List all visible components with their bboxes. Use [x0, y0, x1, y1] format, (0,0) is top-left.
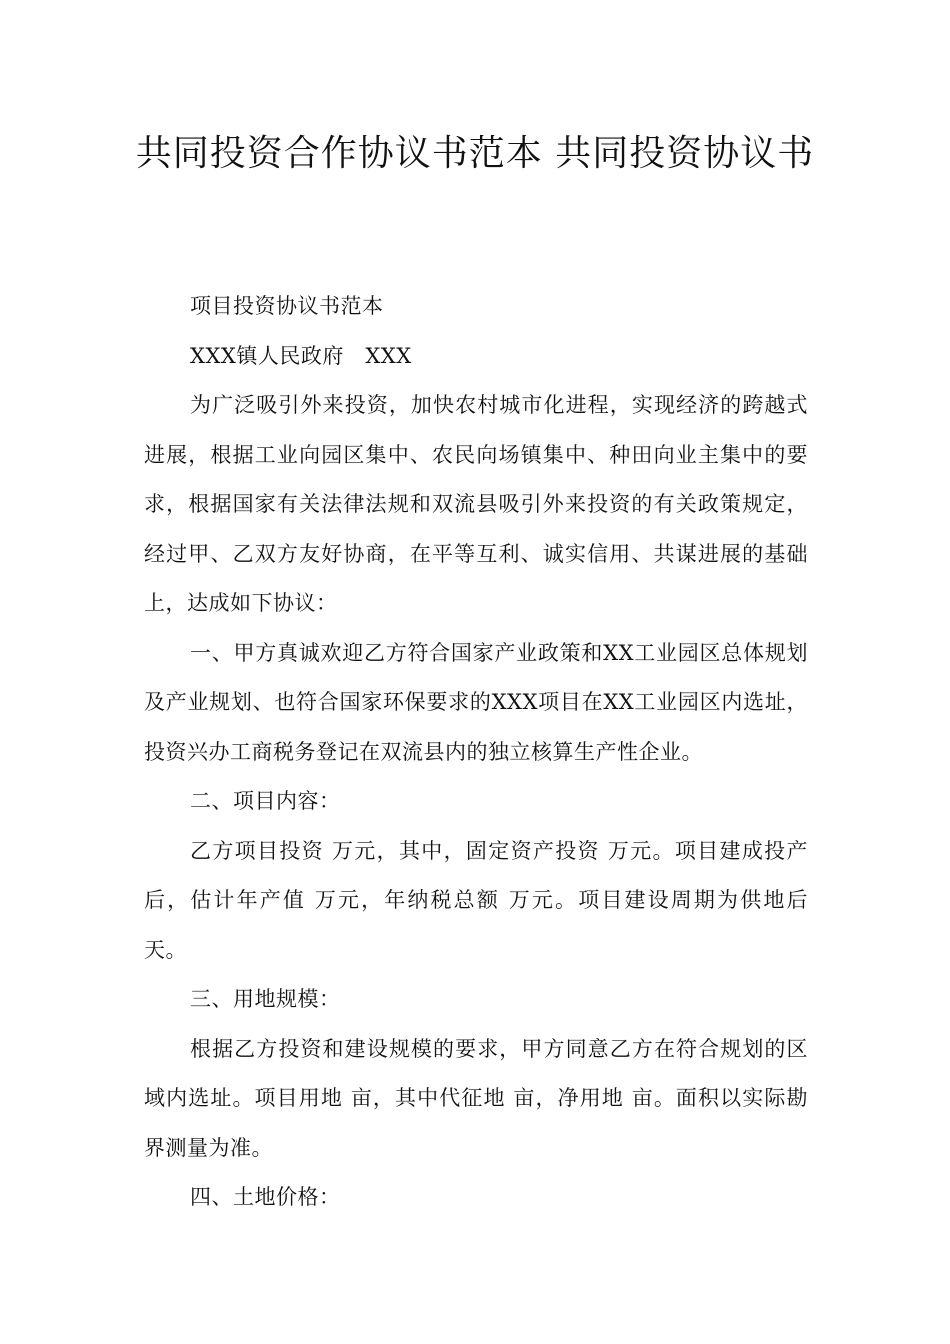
- paragraph-project-agreement-heading: 项目投资协议书范本: [190, 294, 384, 318]
- paragraph-clause-3-body: 根据乙方投资和建设规模的要求，甲方同意乙方在符合规划的区域内选址。项目用地 亩，其中代征地 亩，净用地 亩。面积以实际勘界测量为准。: [144, 1036, 808, 1160]
- paragraph-clause-3-heading: 三、用地规模：: [190, 987, 341, 1011]
- paragraph-parties: XXX镇人民政府 XXX: [190, 343, 412, 368]
- paragraph-clause-4-heading: 四、土地价格：: [190, 1185, 341, 1209]
- paragraph-clause-1: 一、甲方真诚欢迎乙方符合国家产业政策和XX工业园区总体规划及产业规划、也符合国家环保要求的XXX项目在XX工业园区内选址，投资兴办工商税务登记在双流县内的独立核算生产性企业。: [144, 640, 808, 764]
- paragraph-preamble: 为广泛吸引外来投资，加快农村城市化进程，实现经济的跨越式进展，根据工业向园区集中、农民向场镇集中、种田向业主集中的要求，根据国家有关法律法规和双流县吸引外来投资的有关政策规定，经过甲、乙双方友好协商，在平等互利、诚实信用、共谋进展的基础上，达成如下协议：: [144, 393, 808, 615]
- paragraph-clause-2-heading: 二、项目内容：: [190, 789, 341, 813]
- paragraph-clause-2-body: 乙方项目投资 万元，其中，固定资产投资 万元。项目建成投产后，估计年产值 万元，年纳税总额 万元。项目建设周期为供地后 天。: [144, 838, 808, 962]
- document-title: 共同投资合作协议书范本 共同投资协议书: [135, 133, 815, 174]
- document-body: [144, 282, 808, 1223]
